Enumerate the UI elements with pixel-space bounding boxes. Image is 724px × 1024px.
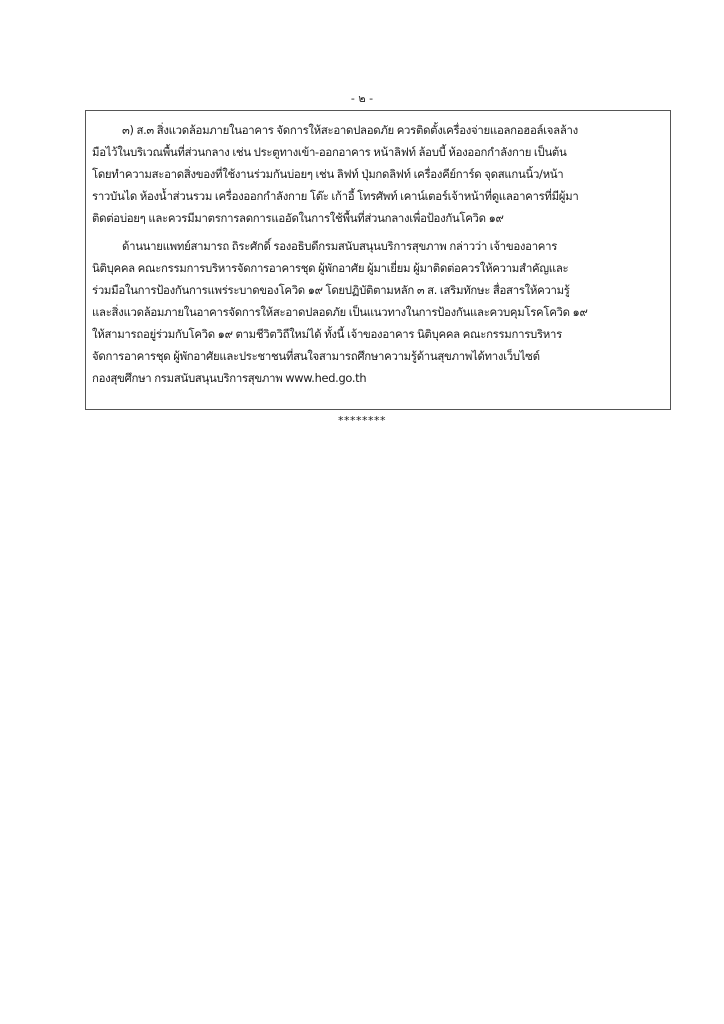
- text-line: ร่วมมือในการป้องกันการแพร่ระบาดของโควิด ๑๙ โดยปฏิบัติตามหลัก ๓ ส. เสริมทักษะ สื่อสารให้ความรู้: [92, 283, 570, 297]
- end-of-article-mark: ********: [338, 414, 386, 427]
- page-number: - ๒ -: [350, 92, 374, 105]
- text-line: โดยทำความสะอาดสิ่งของที่ใช้งานร่วมกันบ่อยๆ เช่น ลิฟท์ ปุ่มกดลิฟท์ เครื่องคีย์การ์ด จุดสแกนนิ้ว/หน้า: [92, 167, 564, 181]
- text-line: นิติบุคคล คณะกรรมการบริหารจัดการอาคารชุด ผู้พักอาศัย ผู้มาเยี่ยม ผู้มาติดต่อควรให้ความสำคัญและ: [92, 261, 569, 275]
- text-line: ๓) ส.๓ สิ่งแวดล้อมภายในอาคาร จัดการให้สะอาดปลอดภัย ควรติดตั้งเครื่องจ่ายแอลกอฮอล์เจลล้าง: [122, 123, 578, 137]
- text-line: จัดการอาคารชุด ผู้พักอาศัยและประชาชนที่สนใจสามารถศึกษาความรู้ด้านสุขภาพได้ทางเว็บไซต์: [92, 349, 540, 363]
- paragraph-deputy-statement: [92, 235, 664, 389]
- text-line: ราวบันได ห้องน้ำส่วนรวม เครื่องออกกำลังกาย โต๊ะ เก้าอี้ โทรศัพท์ เคาน์เตอร์เจ้าหน้าที่ดูแลอาคารที่มีผู้มา: [92, 189, 579, 203]
- text-line: และสิ่งแวดล้อมภายในอาคารจัดการให้สะอาดปลอดภัย เป็นแนวทางในการป้องกันและควบคุมโรคโควิด ๑๙: [92, 305, 588, 319]
- text-line: กองสุขศึกษา กรมสนับสนุนบริการสุขภาพ www.hed.go.th: [92, 371, 367, 385]
- text-line: มือไว้ในบริเวณพื้นที่ส่วนกลาง เช่น ประตูทางเข้า-ออกอาคาร หน้าลิฟท์ ล้อบบี้ ห้องออกกำลังกาย เป็นต้น: [92, 145, 567, 159]
- text-line: ให้สามารถอยู่ร่วมกับโควิด ๑๙ ตามชีวิตวิถีใหม่ได้ ทั้งนี้ เจ้าของอาคาร นิติบุคคล คณะกรรมการบริหาร: [92, 327, 562, 341]
- article-text-box: [85, 110, 671, 410]
- text-line: ด้านนายแพทย์สามารถ ถิระศักดิ์ รองอธิบดีกรมสนับสนุนบริการสุขภาพ กล่าวว่า เจ้าของอาคาร: [122, 239, 558, 253]
- paragraph-environment-measures: [92, 119, 664, 229]
- text-line: ติดต่อบ่อยๆ และควรมีมาตรการลดการแออัดในการใช้พื้นที่ส่วนกลางเพื่อป้องกันโควิด ๑๙: [92, 211, 504, 225]
